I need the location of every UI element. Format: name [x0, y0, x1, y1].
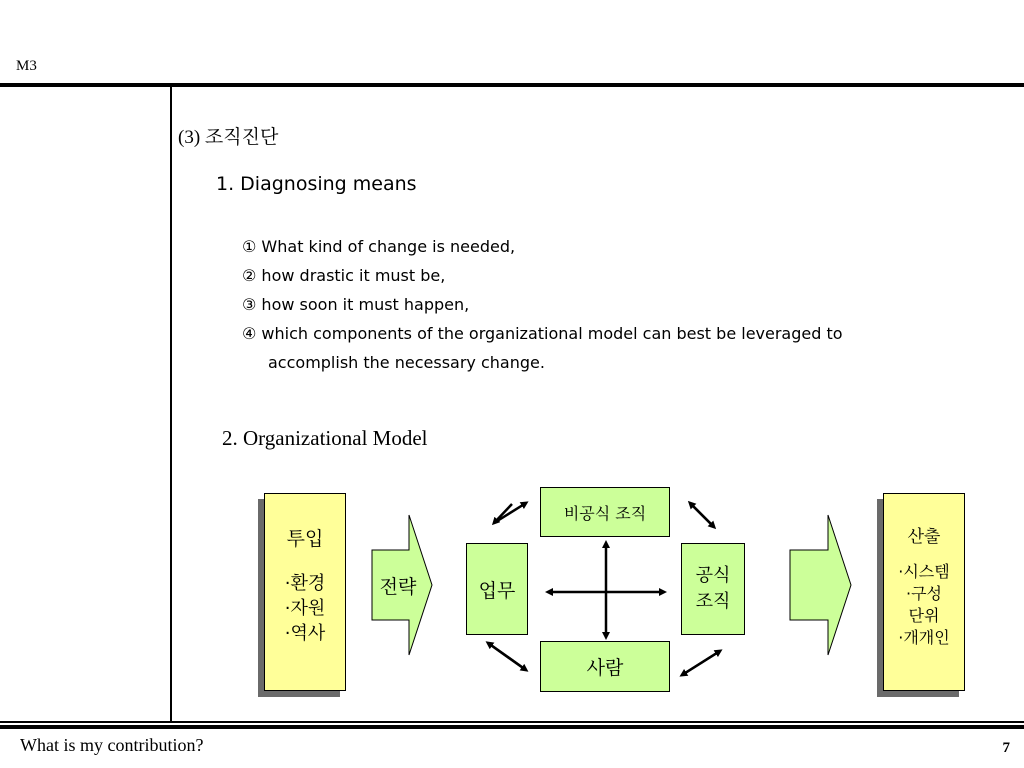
- footer-text: What is my contribution?: [20, 735, 204, 755]
- page-number: 7: [1002, 740, 1010, 756]
- output-box-title: 산출: [907, 527, 941, 547]
- input-item: ·역사: [284, 623, 326, 644]
- model-heading: 2. Organizational Model: [222, 426, 428, 450]
- input-box-title: 투입: [286, 528, 324, 550]
- input-item: ·자원: [284, 598, 326, 619]
- section-title: (3) 조직진단: [178, 127, 279, 148]
- diagnosing-heading: 1. Diagnosing means: [216, 173, 417, 195]
- work-label: 업무: [478, 579, 516, 602]
- output-item: ·개개인: [898, 628, 950, 647]
- strategy-label: 전략: [379, 576, 417, 598]
- output-item: 단위: [908, 606, 940, 625]
- informal-org-label: 비공식 조직: [563, 503, 647, 523]
- list-item: ① What kind of change is needed,: [242, 237, 516, 256]
- diag-arrow-top-right-2: [690, 503, 714, 527]
- list-item: ④ which components of the organizational model can best be leveraged to: [242, 324, 843, 343]
- output-item: ·구성: [906, 584, 942, 603]
- formal-org-label-line2: 조직: [695, 591, 731, 612]
- diag-arrow-bottom-left-2: [488, 643, 526, 670]
- bottom-rule-thin: [0, 721, 1024, 723]
- people-label: 사람: [586, 657, 624, 679]
- formal-org-label-line1: 공식: [695, 565, 731, 586]
- output-item: ·시스템: [898, 562, 950, 581]
- header-label: M3: [16, 58, 37, 74]
- list-item: ② how drastic it must be,: [242, 266, 446, 285]
- list-item: ③ how soon it must happen,: [242, 295, 470, 314]
- bottom-rule-thick: [0, 725, 1024, 729]
- list-item: accomplish the necessary change.: [268, 353, 545, 372]
- diag-arrow-bottom-right-2: [682, 651, 720, 675]
- output-chevron: [790, 515, 851, 655]
- input-item: ·환경: [284, 573, 326, 594]
